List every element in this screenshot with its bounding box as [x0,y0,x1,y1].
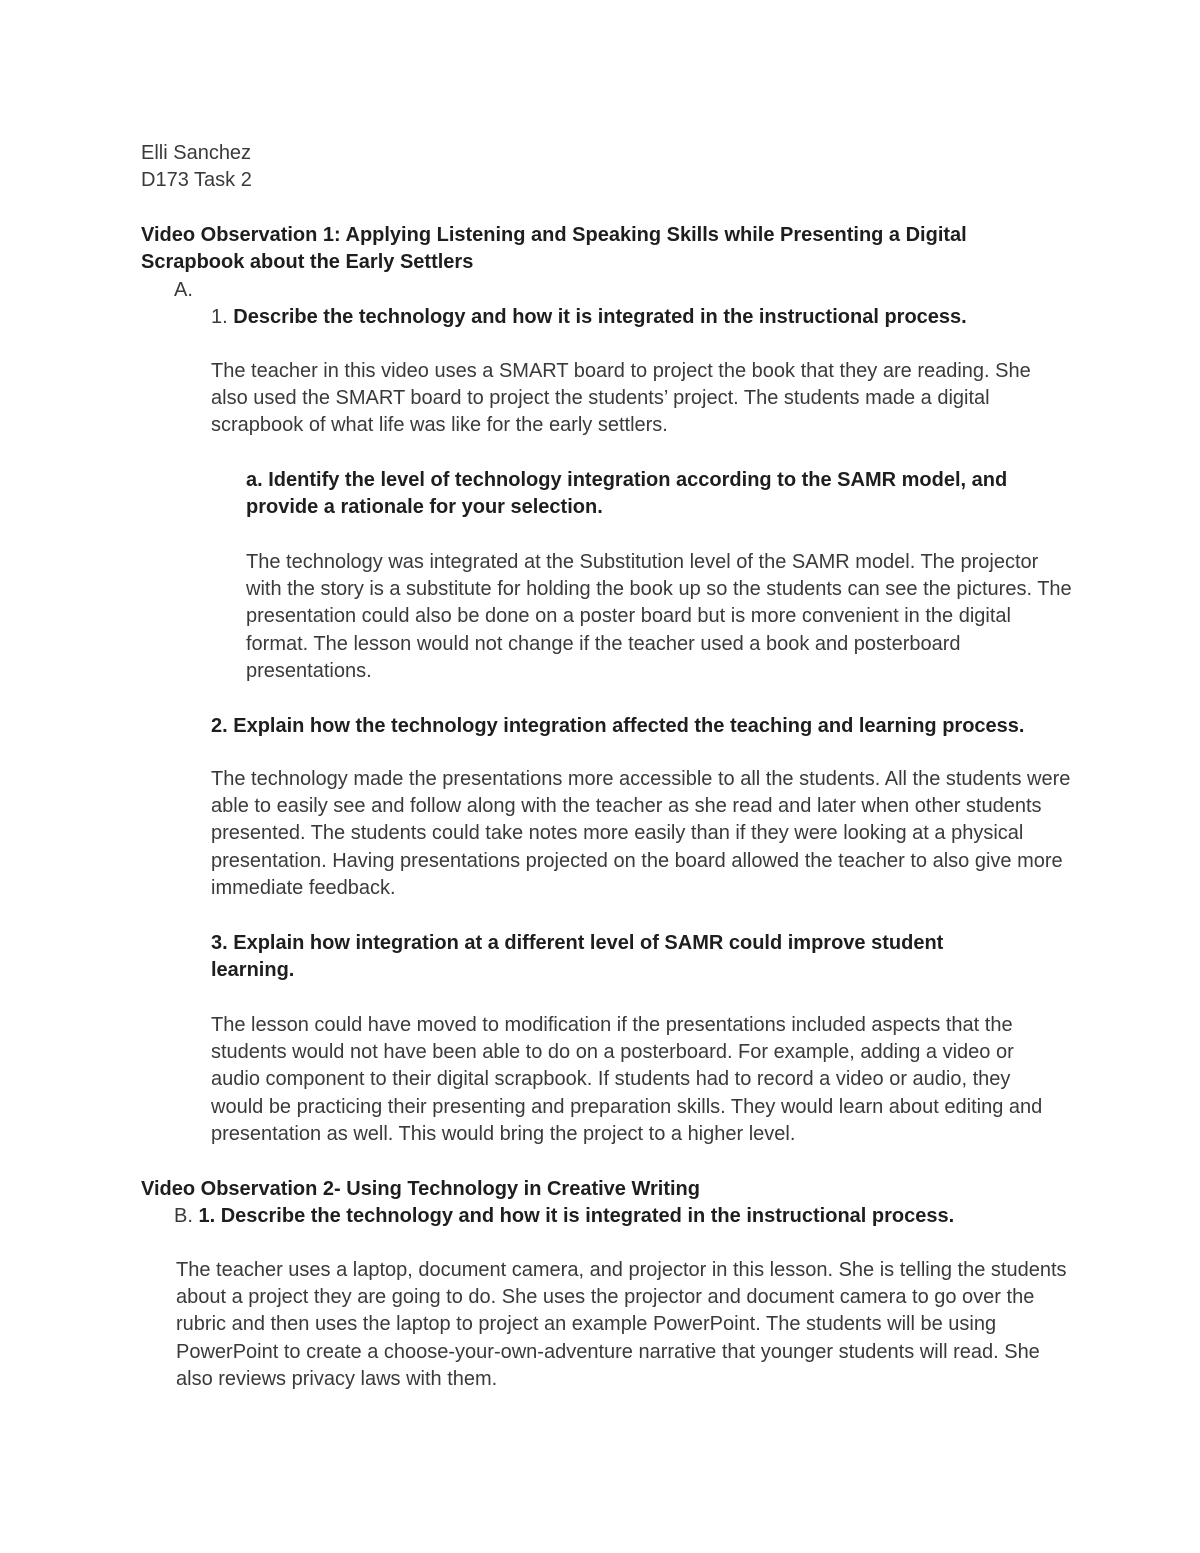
observation2-answer-1: The teacher uses a laptop, document camera, and projector in this lesson. She is telling the students about a project they are going to do. She uses the projector and document camera to go over the rubric and then uses the laptop to project an example PowerPoint. The students will be using PowerPoint to create a choose-your-own-adventure narrative that younger students will read. She also reviews privacy laws with them. [176,1259,1067,1390]
observation1-title: Video Observation 1: Applying Listening and Speaking Skills while Presenting a Digital Scrapbook about the Early Settlers [141,224,967,274]
observation1-answer-3: The lesson could have moved to modification if the presentations included aspects that the students would not have been able to do on a posterboard. For example, adding a video or audio component to their digital scrapbook. If students had to record a video or audio, they would be practicing their presenting and preparation skills. They would learn about editing and presentation as well. This would bring the project to a higher level. [211,1014,1043,1145]
observation1-question-2: 2. Explain how the technology integration affected the teaching and learning process. [211,715,1025,737]
observation1-answer-1: The teacher in this video uses a SMART board to project the book that they are reading. She also used the SMART board to project the students’ project. The students made a digital scrapbook of what life was like for the early settlers. [211,360,1031,437]
author-name: Elli Sanchez [141,142,252,164]
task-label: D173 Task 2 [141,169,252,191]
question-1-text: 1. Describe the technology and how it is integrated in the instructional process. [198,1205,955,1227]
section-b-letter: B. [174,1205,193,1227]
observation2-title: Video Observation 2- Using Technology in Creative Writing [141,1178,700,1200]
observation1-answer-2: The technology made the presentations more accessible to all the students. All the students were able to easily see and follow along with the teacher as she read and later when other students presented. The students could take notes more easily than if they were looking at a physical presentation. Having presentations projected on the board allowed the teacher to also give more immediate feedback. [211,768,1071,899]
observation1-question-3: 3. Explain how integration at a different level of SAMR could improve student learning. [211,932,944,982]
section-a-letter: A. [174,279,193,301]
observation1-question-1 [211,304,1091,331]
observation2-question-1 [174,1203,1074,1230]
observation1-question-a: a. Identify the level of technology integration according to the SAMR model, and provide a rationale for your selection. [246,469,1008,519]
observation1-answer-a: The technology was integrated at the Substitution level of the SAMR model. The projector with the story is a substitute for holding the book up so the students can see the pictures. The presentation could also be done on a poster board but is more convenient in the digital format. The lesson would not change if the teacher used a book and posterboard presentations. [246,551,1072,682]
question-1-text: Describe the technology and how it is integrated in the instructional process. [233,306,967,328]
question-1-number: 1. [211,306,228,328]
